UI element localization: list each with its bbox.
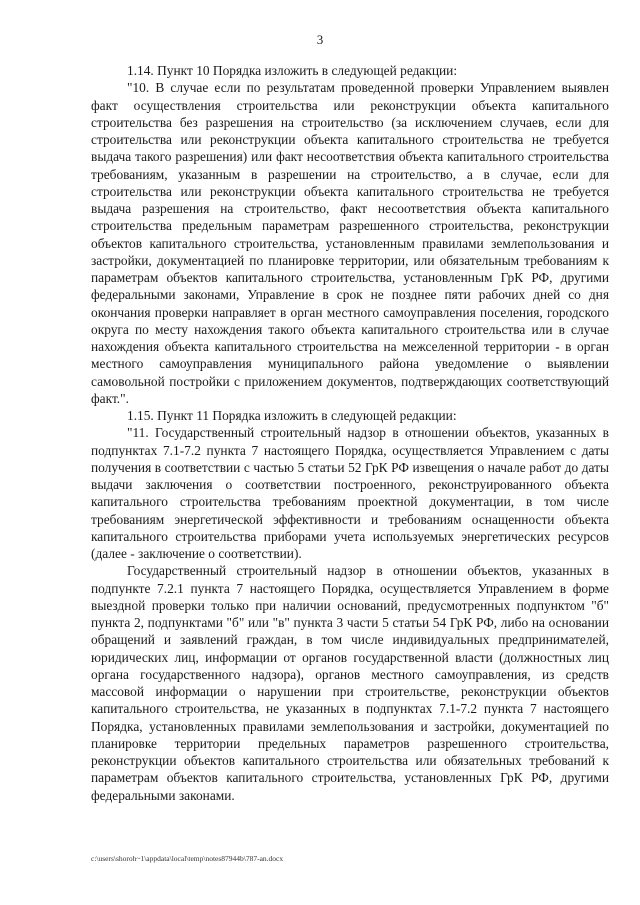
- footer-file-path: c:\users\shoroh~1\appdata\local\temp\notes87944b\787-an.docx: [91, 854, 284, 863]
- paragraph-point-10-text: "10. В случае если по результатам проведенной проверки Управлением выявлен факт осуществления строительства или реконструкции объекта капитального строительства без разрешения на строительство (за исключением случаев, если для строительства или реконструкции объекта капитального строительства не требуется выдача такого разрешения) или факт несоответствия объекта капитального строительства требованиям, указанным в разрешении на строительство, а в случае, если для строительства или реконструкции объекта капитального строительства не требуется выдача разрешения на строительство, факт несоответствия объекта капитального строительства предельным параметрам разрешенного строительства, реконструкции объектов капитального строительства, установленным правилами землепользования и застройки, документацией по планировке территории, или обязательным требованиям к параметрам объектов капитального строительства, установленным ГрК РФ, другими федеральными законами, Управление в срок не позднее пяти рабочих дней со дня окончания проверки направляет в орган местного самоуправления поселения, городского округа по месту нахождения такого объекта капитального строительства или в случае нахождения объекта капитального строительства на межселенной территории - в орган местного самоуправления муниципального района уведомление о выявлении самовольной постройки с приложением документов, подтверждающих соответствующий факт.".: [91, 80, 609, 406]
- document-body: [91, 62, 609, 804]
- paragraph-point-11-text: "11. Государственный строительный надзор в отношении объектов, указанных в подпунктах 7.1-7.2 пункта 7 настоящего Порядка, осуществляется Управлением с даты получения в соответствии с частью 5 статьи 52 ГрК РФ извещения о начале работ до даты выдачи заключения о соответствии построенного, реконструированного объекта капитального строительства требованиям проектной документации, в том числе требованиям энергетической эффективности и требованиям оснащенности объекта капитального строительства приборами учета используемых энергетических ресурсов (далее - заключение о соответствии).: [91, 425, 609, 561]
- paragraph-1-15-heading: 1.15. Пункт 11 Порядка изложить в следующей редакции:: [127, 408, 457, 423]
- page-number: 3: [316, 32, 324, 47]
- paragraph-1-14-heading: 1.14. Пункт 10 Порядка изложить в следующей редакции:: [127, 63, 458, 78]
- paragraph-point-11-second: Государственный строительный надзор в отношении объектов, указанных в подпункте 7.2.1 пункта 7 настоящего Порядка, осуществляется Управлением в форме выездной проверки только при наличии оснований, предусмотренных подпунктом "б" пункта 2, подпунктами "б" или "в" пункта 3 части 5 статьи 54 ГрК РФ, либо на основании обращений и заявлений граждан, в том числе индивидуальных предпринимателей, юридических лиц, информации от органов государственной власти (должностных лиц органа государственного надзора), органов местного самоуправления, из средств массовой информации о нарушении при строительстве, реконструкции объектов капитального строительства, не указанных в подпунктах 7.1-7.2 пункта 7 настоящего Порядка, установленных правилами землепользования и застройки, документацией по планировке территории предельных параметров разрешенного строительства, реконструкции объектов капитального строительства или обязательных требований к параметрам объектов капитального строительства, установленных ГрК РФ, другими федеральными законами.: [91, 563, 609, 803]
